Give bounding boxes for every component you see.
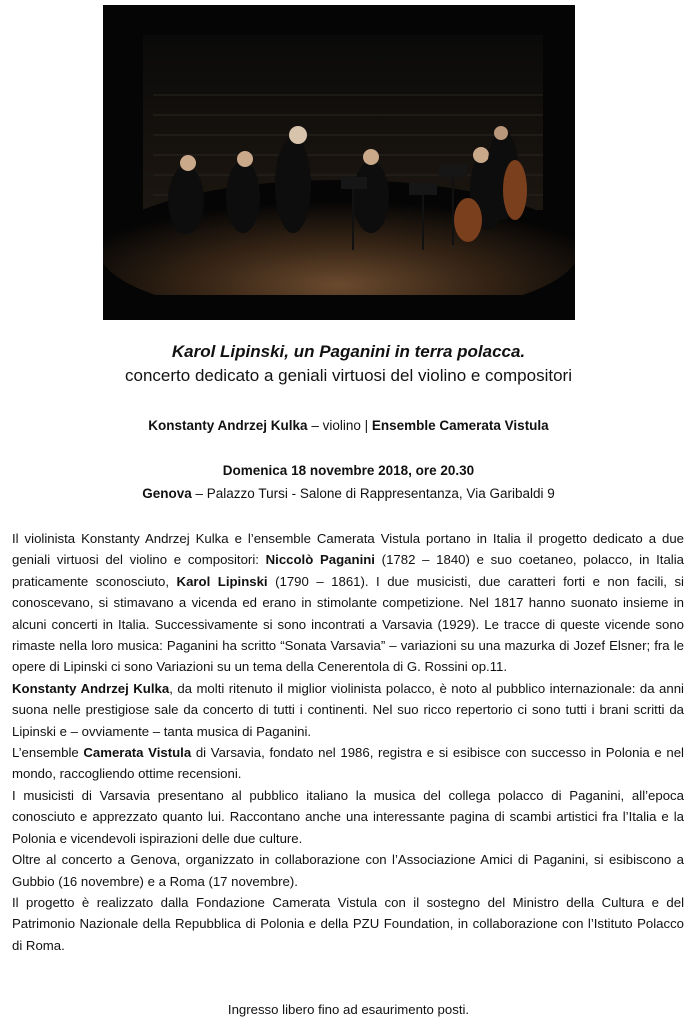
ensemble-name: Ensemble Camerata Vistula [371, 418, 549, 433]
event-city: Genova [142, 486, 192, 501]
event-datetime: Domenica 18 novembre 2018, ore 20.30 [222, 463, 475, 478]
concert-subtitle: concerto dedicato a geniali virtuosi del violino e compositori [125, 366, 572, 385]
name-lipinski: Karol Lipinski [176, 573, 268, 589]
event-place: – Palazzo Tursi - Salone di Rappresentanza, Via Garibaldi 9 [191, 486, 555, 501]
name-kulka: Konstanty Andrzej Kulka [12, 680, 170, 696]
text-span: Il violinista Konstanty Andrzej Kulka e l’ensemble Camerata Vistula portano in Italia il progetto dedicato a due geniali virtuosi del violino e compositori: [12, 531, 684, 568]
event-venue [0, 486, 697, 501]
paragraph-intro [12, 528, 684, 678]
paragraph-kulka [12, 678, 684, 742]
text-span: (1782 – 1840) e suo coetaneo, polacco, in Italia praticamente sconosciuto, [12, 552, 684, 589]
description-body [12, 528, 684, 956]
soloist-name: Konstanty Andrzej Kulka [148, 418, 308, 433]
concert-title: Karol Lipinski, un Paganini in terra polacca. [171, 342, 526, 361]
name-camerata-vistula: Camerata Vistula [83, 745, 192, 761]
performers-line [0, 418, 697, 433]
soloist-role: – violino | [307, 418, 372, 433]
paragraph-ensemble [12, 742, 684, 785]
text-span: di Varsavia, fondato nel 1986, registra e si esibisce con successo in Polonia e nel mondo, raccogliendo ottime recensioni. [12, 745, 684, 782]
name-paganini: Niccolò Paganini [265, 552, 375, 568]
paragraph-tour: Oltre al concerto a Genova, organizzato in collaborazione con l’Associazione Amici di Paganini, si esibiscono a Gubbio (16 novembre) e a Roma (17 novembre). [12, 852, 684, 889]
paragraph-sponsors: Il progetto è realizzato dalla Fondazione Camerata Vistula con il sostegno del Ministro della Cultura e del Patrimonio Nazionale della Repubblica di Polonia e della PZU Foundation, in collaborazione con l’Istituto Polacco di Roma. [12, 894, 684, 953]
text-span: , da molti ritenuto il miglior violinista polacco, è noto al pubblico internazionale: da anni suona nelle prestigiose sale da concerto di tutti i continenti. Nel suo ricco repertorio ci sono tutti i brani scritti da Lipinski e – ovviamente – tanta musica di Paganini. [12, 680, 684, 739]
text-span: L’ensemble [12, 745, 84, 761]
text-span: (1790 – 1861). I due musicisti, due caratteri forti e non facili, si conoscevano, si stimavano a vicenda ed erano in stimolante competizione. Nel 1817 hanno suonato insieme in alcuni concerti in Italia. Successivamente si sono incontrati a Varsavia (1929). Le tracce di queste vicende sono rimaste nella loro musica: Paganini ha scritto “Sonata Varsavia” – variazioni su una mazurka di Jozef Elsner; fra le opere di Lipinski ci sono Variazioni su un tema della Cenerentola di G. Rossini op.11. [12, 573, 684, 675]
paragraph-program: I musicisti di Varsavia presentano al pubblico italiano la musica del collega polacco di Paganini, all’epoca conosciuto e apprezzato quanto lui. Raccontano anche una interessante pagina di scambi artistici fra l’Italia e la Polonia e vicendevoli ispirazioni delle due culture. [12, 787, 684, 846]
concert-photo [103, 5, 575, 320]
admission-note: Ingresso libero fino ad esaurimento posti. [227, 1002, 470, 1017]
